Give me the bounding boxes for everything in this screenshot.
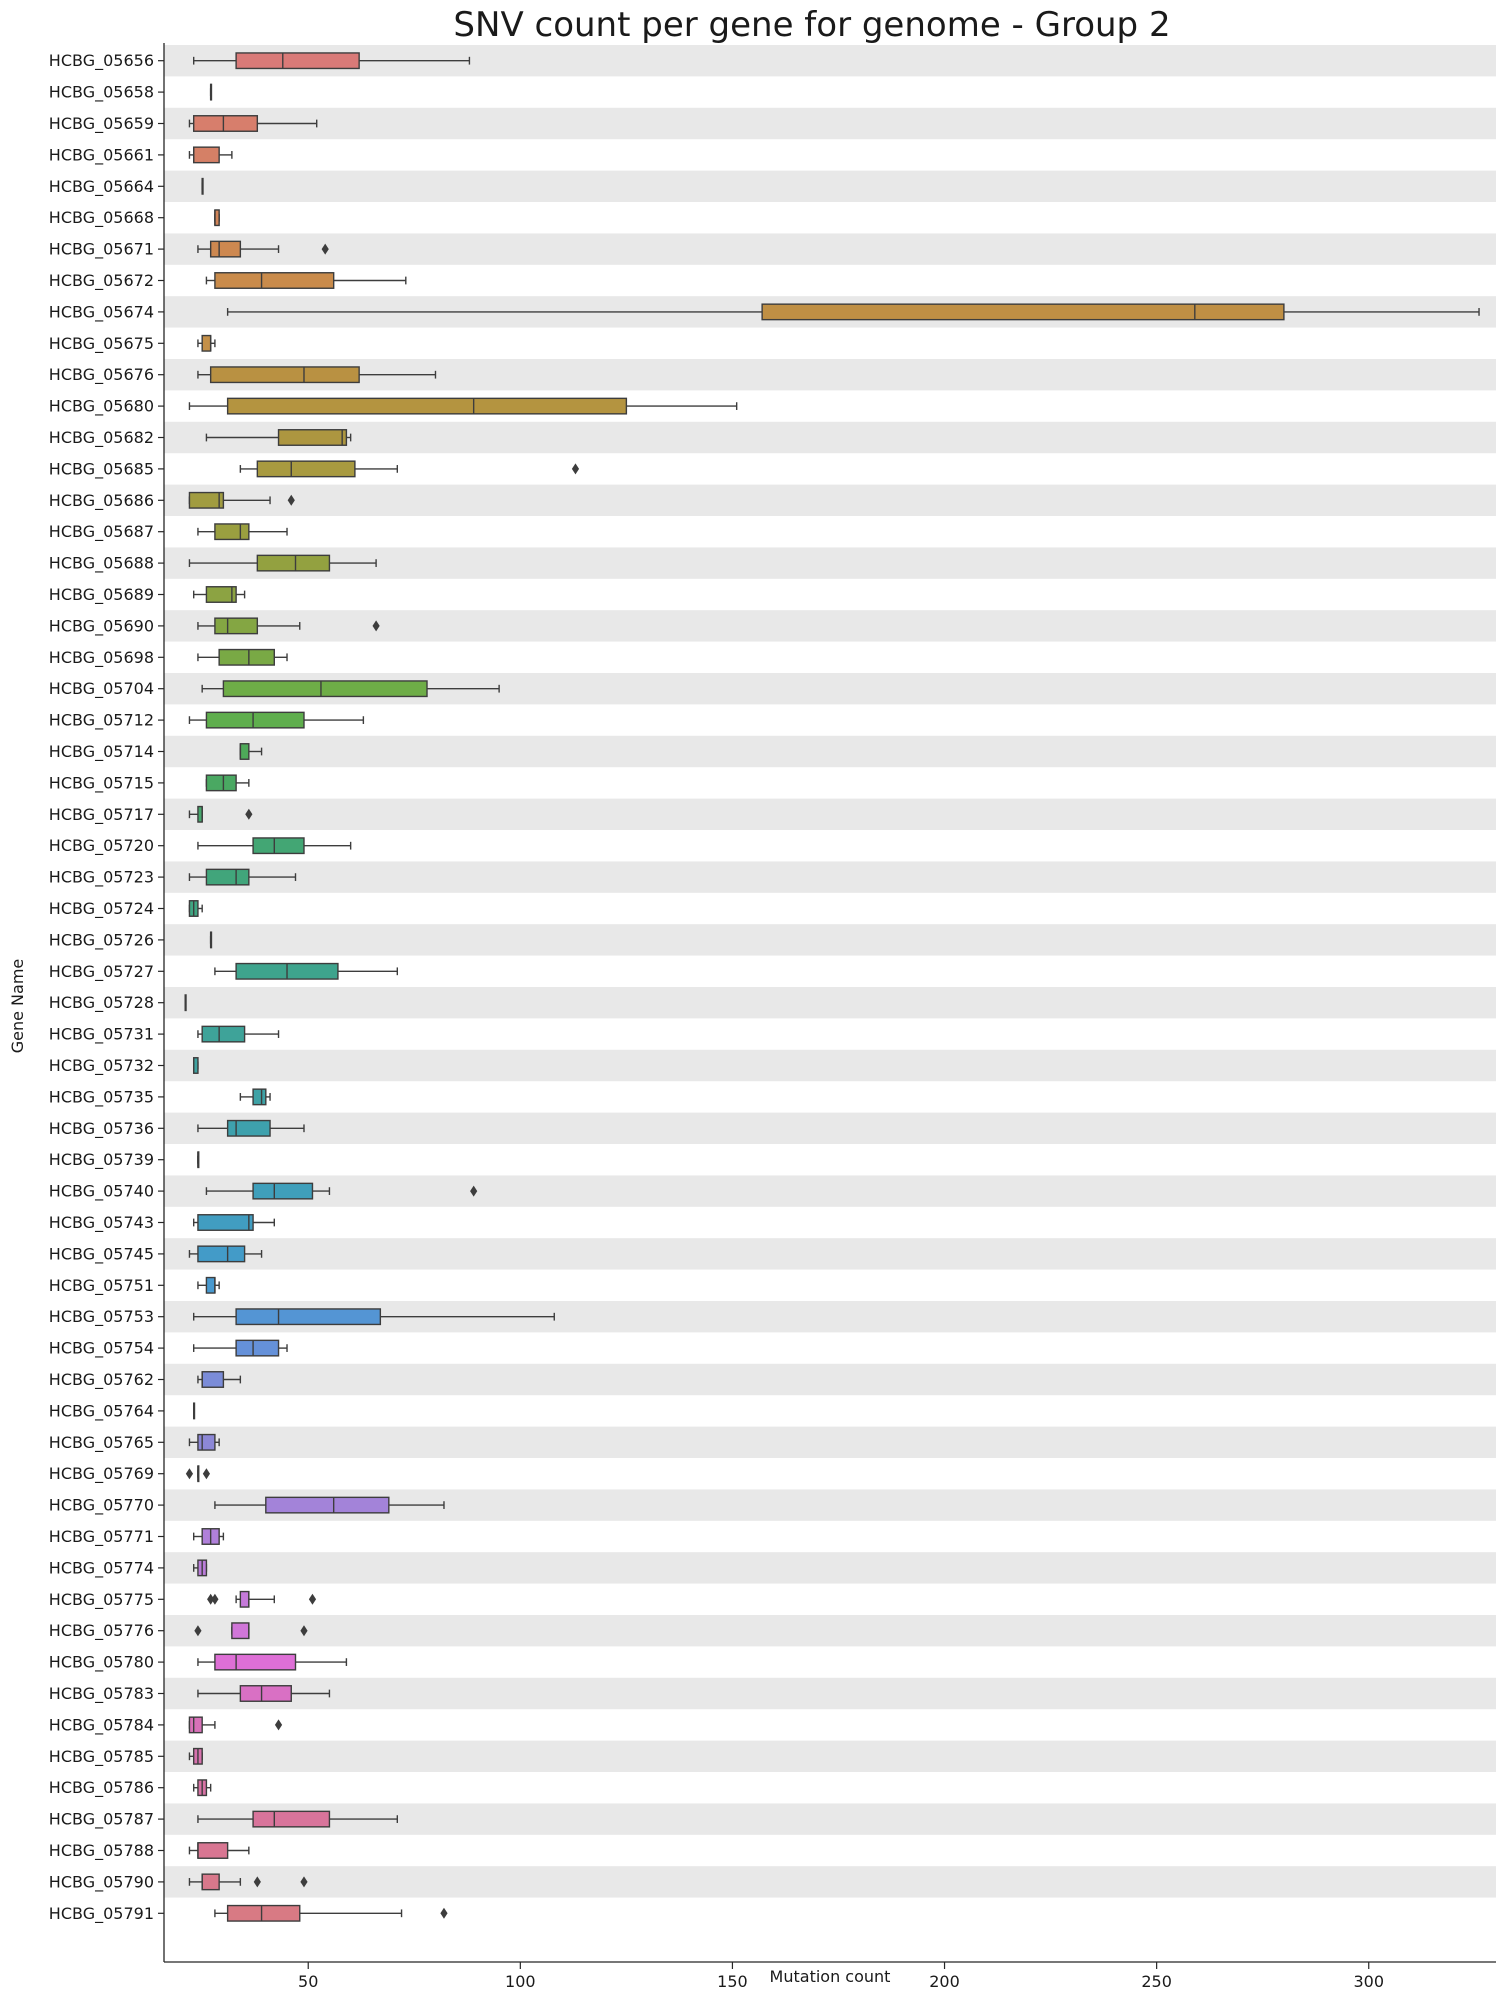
row-band: [164, 799, 1496, 830]
y-tick-label: HCBG_05743: [48, 1213, 154, 1232]
box-iqr: [232, 1623, 249, 1639]
box-iqr: [228, 398, 627, 414]
y-tick-label: HCBG_05787: [48, 1809, 154, 1829]
y-tick-label: HCBG_05780: [48, 1652, 154, 1672]
x-tick-label: 300: [1353, 1972, 1385, 1991]
box-iqr: [198, 1246, 245, 1262]
row-band: [164, 108, 1496, 139]
box-iqr: [215, 524, 249, 540]
y-tick-label: HCBG_05764: [48, 1401, 154, 1421]
box-group: [194, 1058, 198, 1074]
y-tick-label: HCBG_05672: [48, 271, 154, 290]
y-tick-label: HCBG_05740: [48, 1181, 154, 1201]
y-tick-label: HCBG_05727: [48, 961, 154, 981]
box-iqr: [253, 1183, 312, 1199]
box-group: [198, 1152, 199, 1168]
box-group: [185, 995, 186, 1011]
y-tick-label: HCBG_05753: [48, 1307, 154, 1327]
y-tick-label: HCBG_05790: [48, 1872, 154, 1892]
row-band: [164, 1427, 1496, 1458]
row-band: [164, 610, 1496, 641]
y-tick-label: HCBG_05731: [48, 1024, 154, 1044]
row-band: [164, 422, 1496, 453]
box-iqr: [211, 241, 241, 257]
y-tick-label: HCBG_05776: [48, 1621, 154, 1641]
y-tick-label: HCBG_05784: [48, 1715, 154, 1735]
box-group: [194, 1403, 195, 1419]
box-iqr: [202, 336, 210, 352]
row-band: [164, 171, 1496, 202]
y-tick-label: HCBG_05762: [48, 1370, 154, 1389]
box-iqr: [194, 147, 219, 163]
y-tick-label: HCBG_05765: [48, 1432, 154, 1452]
box-iqr: [198, 1435, 215, 1451]
y-tick-label: HCBG_05786: [48, 1778, 154, 1798]
y-tick-label: HCBG_05769: [48, 1464, 154, 1484]
row-band: [164, 736, 1496, 767]
box-iqr: [194, 116, 258, 132]
row-band: [164, 987, 1496, 1018]
y-tick-label: HCBG_05685: [48, 459, 154, 479]
box-iqr: [266, 1497, 389, 1513]
box-iqr: [189, 1717, 202, 1733]
box-iqr: [202, 1026, 244, 1042]
box-iqr: [236, 1340, 278, 1356]
row-band: [164, 1050, 1496, 1081]
y-tick-label: HCBG_05689: [48, 585, 154, 604]
box-iqr: [202, 1372, 223, 1388]
box-iqr: [240, 1592, 248, 1608]
box-iqr: [253, 1811, 329, 1827]
box-group: [211, 84, 212, 100]
row-band: [164, 1615, 1496, 1646]
box-iqr: [240, 1686, 291, 1702]
row-band: [164, 485, 1496, 516]
box-iqr: [219, 650, 274, 666]
y-tick-label: HCBG_05661: [48, 145, 154, 165]
y-tick-label: HCBG_05775: [48, 1589, 154, 1609]
y-tick-label: HCBG_05686: [48, 490, 154, 510]
y-tick-label: HCBG_05728: [48, 993, 154, 1013]
box-group: [202, 179, 203, 195]
y-tick-label: HCBG_05751: [48, 1275, 154, 1295]
row-band: [164, 924, 1496, 955]
row-band: [164, 233, 1496, 264]
box-iqr: [228, 1906, 300, 1922]
box-group: [211, 932, 212, 948]
y-tick-label: HCBG_05739: [48, 1150, 154, 1170]
y-tick-label: HCBG_05754: [48, 1338, 154, 1358]
y-tick-label: HCBG_05680: [48, 396, 154, 416]
y-tick-label: HCBG_05785: [48, 1746, 154, 1766]
box-iqr: [253, 838, 304, 854]
box-iqr: [240, 744, 248, 760]
y-tick-label: HCBG_05726: [48, 930, 154, 950]
box-iqr: [189, 493, 223, 509]
box-iqr: [202, 1874, 219, 1890]
y-tick-label: HCBG_05724: [48, 899, 154, 918]
y-tick-label: HCBG_05687: [48, 522, 154, 542]
box-iqr: [206, 869, 248, 885]
box-iqr: [253, 1089, 266, 1105]
y-tick-label: HCBG_05788: [48, 1841, 154, 1860]
box-group: [215, 210, 219, 226]
x-tick-label: 100: [505, 1972, 536, 1991]
y-tick-label: HCBG_05676: [48, 365, 154, 385]
box-iqr: [223, 681, 427, 697]
y-tick-label: HCBG_05770: [48, 1495, 154, 1515]
x-tick-label: 250: [1141, 1972, 1172, 1991]
box-iqr: [206, 1278, 214, 1294]
y-tick-label: HCBG_05664: [48, 176, 154, 196]
y-tick-label: HCBG_05668: [48, 208, 154, 228]
y-tick-label: HCBG_05791: [48, 1903, 154, 1923]
y-axis-label: Gene Name: [8, 958, 27, 1054]
y-tick-label: HCBG_05745: [48, 1244, 154, 1264]
row-band: [164, 1741, 1496, 1772]
y-tick-label: HCBG_05771: [48, 1527, 154, 1546]
y-tick-label: HCBG_05783: [48, 1684, 154, 1703]
y-tick-label: HCBG_05690: [48, 616, 154, 636]
y-tick-label: HCBG_05717: [48, 804, 154, 824]
y-tick-label: HCBG_05712: [48, 710, 154, 730]
box-iqr: [215, 273, 334, 289]
box-iqr: [198, 1215, 253, 1231]
row-band: [164, 1678, 1496, 1709]
box-iqr: [279, 430, 347, 446]
box-iqr: [257, 461, 355, 477]
y-tick-label: HCBG_05732: [48, 1056, 154, 1075]
y-tick-label: HCBG_05736: [48, 1118, 154, 1138]
box-iqr: [236, 53, 359, 68]
box-iqr: [198, 1843, 228, 1859]
y-tick-label: HCBG_05714: [48, 742, 154, 761]
y-tick-label: HCBG_05698: [48, 647, 154, 667]
y-tick-label: HCBG_05688: [48, 553, 154, 573]
box-iqr: [762, 304, 1284, 320]
y-tick-label: HCBG_05735: [48, 1087, 154, 1107]
x-tick-label: 200: [929, 1972, 960, 1991]
row-band: [164, 1238, 1496, 1269]
row-band: [164, 1364, 1496, 1395]
box-iqr: [228, 1121, 270, 1137]
y-tick-label: HCBG_05675: [48, 333, 154, 353]
box-iqr: [206, 775, 236, 791]
y-tick-label: HCBG_05715: [48, 773, 154, 793]
y-tick-label: HCBG_05723: [48, 867, 154, 887]
box-group: [186, 1466, 210, 1482]
y-tick-label: HCBG_05774: [48, 1558, 154, 1578]
x-tick-label: 150: [717, 1972, 748, 1991]
y-tick-label: HCBG_05682: [48, 428, 154, 447]
box-iqr: [257, 555, 329, 571]
box-iqr: [211, 367, 359, 383]
row-band: [164, 1113, 1496, 1144]
box-iqr: [236, 1309, 380, 1325]
y-tick-label: HCBG_05659: [48, 114, 154, 133]
box-iqr: [215, 618, 257, 634]
row-band: [164, 1175, 1496, 1206]
row-band: [164, 1866, 1496, 1897]
x-axis-label: Mutation count: [769, 1967, 891, 1986]
x-tick-label: 50: [298, 1972, 319, 1991]
y-tick-label: HCBG_05674: [48, 302, 154, 322]
y-tick-label: HCBG_05704: [48, 679, 154, 699]
y-tick-label: HCBG_05656: [48, 51, 154, 71]
chart-title: SNV count per gene for genome - Group 2: [453, 5, 1171, 45]
y-tick-label: HCBG_05658: [48, 82, 154, 102]
box-iqr: [206, 712, 304, 728]
y-tick-label: HCBG_05671: [48, 239, 154, 259]
row-band: [164, 861, 1496, 892]
y-tick-label: HCBG_05720: [48, 836, 154, 856]
row-band: [164, 1552, 1496, 1583]
box-iqr: [215, 1654, 296, 1670]
